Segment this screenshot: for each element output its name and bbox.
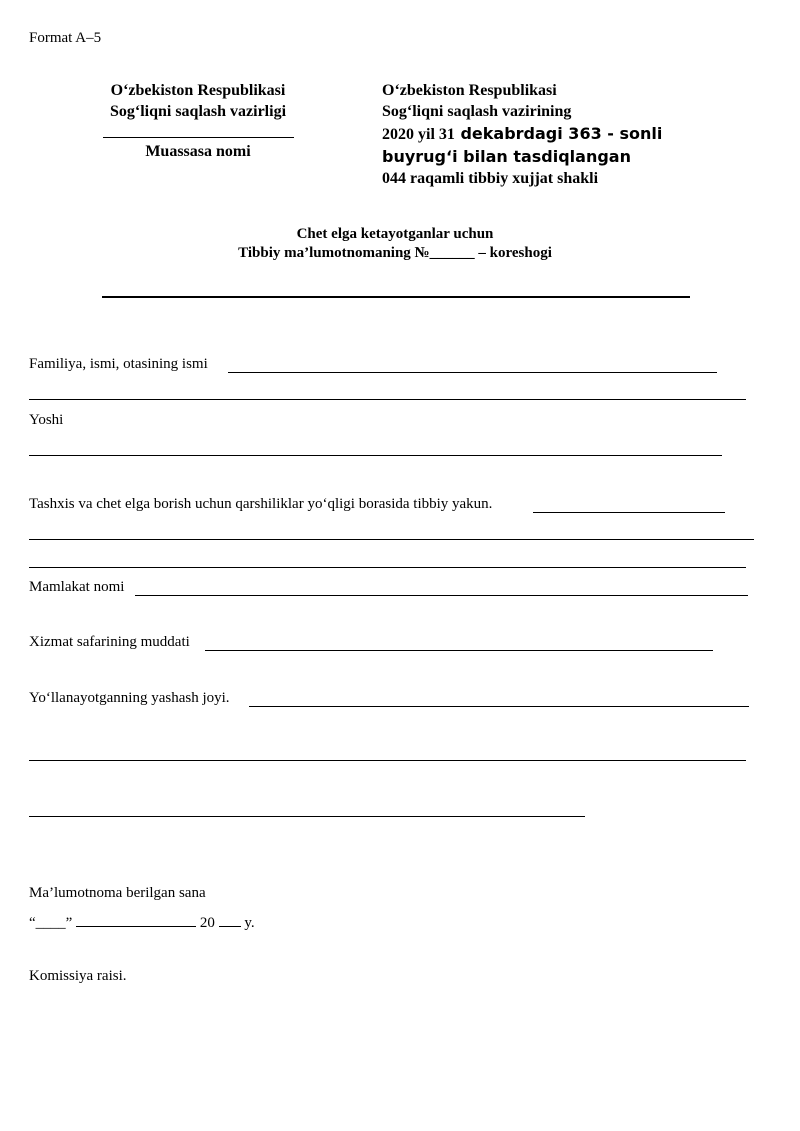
issue-date-year-suffix: y. xyxy=(244,915,255,931)
country-label: Mamlakat nomi xyxy=(29,579,125,595)
age-label: Yoshi xyxy=(29,412,64,428)
order-year-day: 2020 yil 31 xyxy=(382,126,455,143)
residence-continuation-line-1[interactable] xyxy=(29,760,746,761)
institution-label: Muassasa nomi xyxy=(145,143,251,160)
trip-duration-input-line[interactable] xyxy=(205,650,713,651)
left-header-line1: O‘zbekiston Respublikasi xyxy=(110,82,286,99)
left-header-line2: Sog‘liqni saqlash vazirligi xyxy=(109,103,287,120)
issue-date-year-prefix: 20 xyxy=(199,915,215,931)
diagnosis-label: Tashxis va chet elga borish uchun qarshiliklar yo‘qligi borasida tibbiy yakun. xyxy=(29,496,493,512)
residence-continuation-line-2[interactable] xyxy=(29,816,585,817)
order-date-line xyxy=(382,124,662,144)
full-name-input-line[interactable] xyxy=(228,372,717,373)
issue-date-label: Ma’lumotnoma berilgan sana xyxy=(29,885,206,901)
right-header-line1: O‘zbekiston Respublikasi xyxy=(382,82,557,99)
issue-date-line xyxy=(29,912,255,932)
commission-chair-label: Komissiya raisi. xyxy=(29,968,127,984)
diagnosis-continuation-line-1[interactable] xyxy=(29,539,754,540)
right-header-line2: Sog‘liqni saqlash vazirining xyxy=(382,103,572,120)
document-title-line2: Tibbiy ma’lumotnomaning №______ – koreshogi xyxy=(238,245,552,261)
issue-date-month-line[interactable] xyxy=(76,912,196,927)
diagnosis-continuation-line-2[interactable] xyxy=(29,567,746,568)
title-divider xyxy=(102,296,690,298)
residence-label: Yo‘llanayotganning yashash joyi. xyxy=(29,690,230,706)
format-label: Format A–5 xyxy=(29,30,102,46)
document-title-line1: Chet elga ketayotganlar uchun xyxy=(296,226,494,242)
residence-input-line[interactable] xyxy=(249,706,749,707)
age-input-line[interactable] xyxy=(29,455,722,456)
full-name-label: Familiya, ismi, otasining ismi xyxy=(29,356,208,372)
country-input-line[interactable] xyxy=(135,595,748,596)
issue-date-day[interactable]: “____” xyxy=(29,915,73,931)
order-number-text: dekabrdagi 363 - sonli xyxy=(454,124,663,143)
issue-date-year-line[interactable] xyxy=(219,912,241,927)
diagnosis-input-line[interactable] xyxy=(533,512,725,513)
trip-duration-label: Xizmat safarining muddati xyxy=(29,634,190,650)
full-name-continuation-line[interactable] xyxy=(29,399,746,400)
form-number-text: 044 raqamli tibbiy xujjat shakli xyxy=(382,170,599,187)
institution-name-line xyxy=(103,137,294,138)
approval-text: buyrug‘i bilan tasdiqlangan xyxy=(382,147,631,166)
